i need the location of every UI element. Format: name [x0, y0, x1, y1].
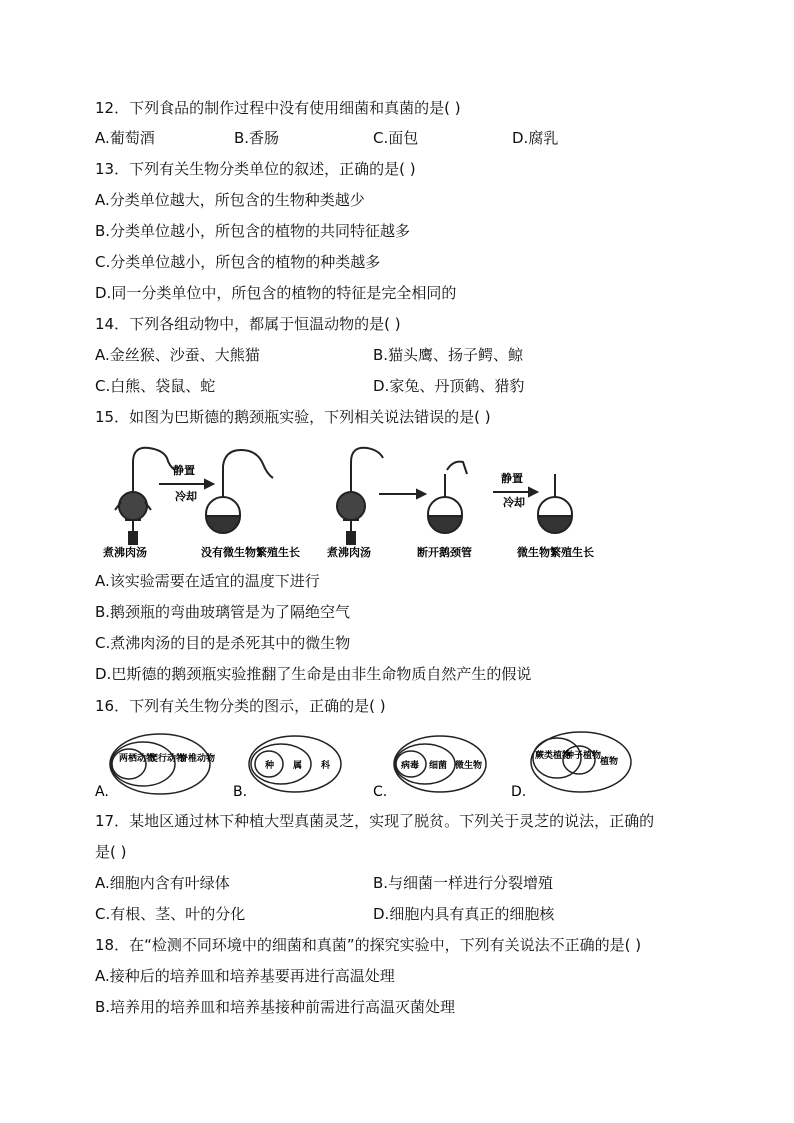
- q15-option-d: D.巴斯德的鹅颈瓶实验推翻了生命是由非生命物质自然产生的假说: [95, 665, 532, 683]
- label-cool-1: 冷却: [175, 490, 197, 503]
- arrow-3: [493, 488, 537, 496]
- q13-stem: 13．下列有关生物分类单位的叙述，正确的是( ): [95, 160, 416, 178]
- caption-boil-1: 煮沸肉汤: [103, 546, 147, 559]
- venn-c-inner: 病毒: [401, 761, 420, 771]
- q12-option-a: A.葡萄酒: [95, 129, 155, 147]
- label-rest-2: 静置: [501, 472, 523, 485]
- venn-d-outer: 植物: [600, 757, 619, 767]
- swan-neck-flask-figure: [97, 440, 607, 560]
- heated-flask-1: [115, 448, 175, 544]
- q17-stem-line2: 是( ): [95, 843, 127, 861]
- venn-d-middle: 种子植物: [565, 751, 602, 761]
- caption-break-neck: 断开鹅颈管: [417, 546, 472, 559]
- label-rest-1: 静置: [173, 464, 195, 477]
- q17-option-c: C.有根、茎、叶的分化: [95, 905, 246, 923]
- caption-growth: 微生物繁殖生长: [517, 546, 594, 559]
- venn-c-middle: 细菌: [429, 761, 448, 771]
- venn-d-inner: 蕨类植物: [535, 751, 572, 761]
- q13-option-b: B.分类单位越小，所包含的植物的共同特征越多: [95, 222, 411, 240]
- q14-option-d: D.家兔、丹顶鹤、猎豹: [373, 377, 525, 395]
- q16-letter-c: C.: [373, 784, 388, 800]
- q13-option-d: D.同一分类单位中，所包含的植物的特征是完全相同的: [95, 284, 457, 302]
- venn-b-outer: 科: [321, 761, 331, 771]
- label-cool-2: 冷却: [503, 496, 525, 509]
- q16-letter-a: A.: [95, 784, 109, 800]
- q14-option-b: B.猫头鹰、扬子鳄、鲸: [373, 346, 524, 364]
- q12-stem: 12．下列食品的制作过程中没有使用细菌和真菌的是( ): [95, 99, 461, 117]
- arrow-1: [159, 480, 213, 488]
- venn-diagram-a: [110, 734, 210, 794]
- q15-option-c: C.煮沸肉汤的目的是杀死其中的微生物: [95, 634, 351, 652]
- q18-option-b: B.培养用的培养皿和培养基接种前需进行高温灭菌处理: [95, 998, 456, 1016]
- classification-diagrams: [95, 728, 655, 800]
- flask-5: [538, 474, 572, 533]
- q12-option-b: B.香肠: [234, 129, 280, 147]
- flask-broken-neck: [428, 462, 467, 533]
- venn-a-middle: 爬行动物: [149, 754, 186, 764]
- q17-stem-line1: 17．某地区通过林下种植大型真菌灵芝，实现了脱贫。下列关于灵芝的说法，正确的: [95, 812, 655, 830]
- venn-a-inner: 两栖动物: [119, 754, 156, 764]
- q13-option-c: C.分类单位越小，所包含的植物的种类越多: [95, 253, 381, 271]
- venn-b-middle: 属: [293, 761, 303, 771]
- q12-option-c: C.面包: [373, 129, 419, 147]
- q14-stem: 14．下列各组动物中，都属于恒温动物的是( ): [95, 315, 401, 333]
- q14-option-a: A.金丝猴、沙蚕、大熊猫: [95, 346, 260, 364]
- q14-option-c: C.白熊、袋鼠、蛇: [95, 377, 216, 395]
- q16-stem: 16．下列有关生物分类的图示，正确的是( ): [95, 697, 386, 715]
- q15-option-b: B.鹅颈瓶的弯曲玻璃管是为了隔绝空气: [95, 603, 351, 621]
- arrow-2: [379, 490, 425, 498]
- q13-option-a: A.分类单位越大，所包含的生物种类越少: [95, 191, 365, 209]
- q15-option-a: A.该实验需要在适宜的温度下进行: [95, 572, 320, 590]
- q17-option-a: A.细胞内含有叶绿体: [95, 874, 230, 892]
- flask-2: [206, 450, 273, 533]
- venn-b-inner: 种: [265, 761, 275, 771]
- heated-flask-2: [337, 448, 383, 544]
- caption-no-growth: 没有微生物繁殖生长: [201, 546, 300, 559]
- q16-letter-d: D.: [511, 784, 527, 800]
- caption-boil-2: 煮沸肉汤: [327, 546, 371, 559]
- venn-a-outer: 脊椎动物: [179, 754, 216, 764]
- q18-option-a: A.接种后的培养皿和培养基要再进行高温处理: [95, 967, 395, 985]
- q12-option-d: D.腐乳: [512, 129, 559, 147]
- q16-letter-b: B.: [233, 784, 248, 800]
- q17-option-b: B.与细菌一样进行分裂增殖: [373, 874, 554, 892]
- q18-stem: 18．在“检测不同环境中的细菌和真菌”的探究实验中，下列有关说法不正确的是( ): [95, 936, 642, 954]
- q17-option-d: D.细胞内具有真正的细胞核: [373, 905, 555, 923]
- q15-stem: 15．如图为巴斯德的鹅颈瓶实验，下列相关说法错误的是( ): [95, 408, 491, 426]
- venn-c-outer: 微生物: [455, 761, 483, 771]
